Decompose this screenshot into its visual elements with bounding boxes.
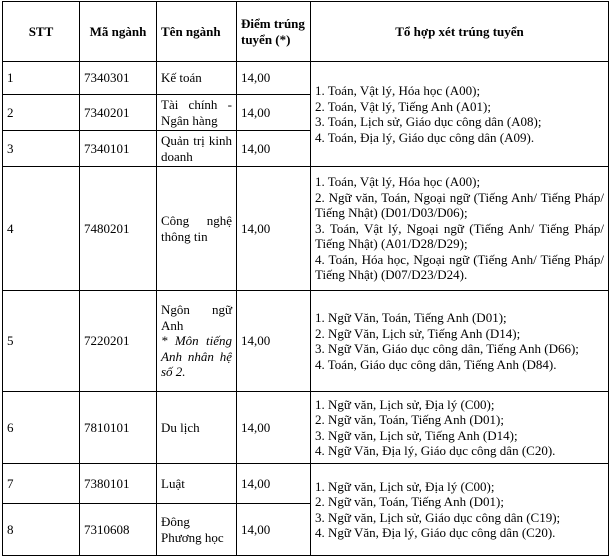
stt-cell: 4	[3, 167, 80, 291]
combo-item: 1. Ngữ Văn, Toán, Tiếng Anh (D01);	[315, 310, 507, 325]
stt-cell: 5	[3, 291, 80, 392]
stt-cell: 7	[3, 464, 80, 504]
diem-cell: 14,00	[237, 95, 311, 131]
header-row	[3, 2, 609, 62]
ten-nganh-cell: Đông Phương học	[157, 504, 237, 556]
diem-cell: 14,00	[237, 291, 311, 392]
combo-cell	[311, 392, 609, 464]
stt-cell: 6	[3, 392, 80, 464]
combo-item: 3. Ngữ văn, Lịch sử, Giáo dục công dân (C19);	[315, 509, 561, 525]
table-row	[3, 464, 609, 504]
combo-item: 4. Toán, Địa lý, Giáo dục công dân (A09).	[315, 129, 535, 145]
ma-nganh-cell: 7480201	[80, 167, 157, 291]
diem-cell: 14,00	[237, 62, 311, 95]
combo-item: 4. Toán, Giáo dục công dân, Tiếng Anh (D84).	[315, 356, 557, 372]
ten-nganh-cell: Du lịch	[157, 392, 237, 464]
combo-item: 4. Ngữ Văn, Địa lý, Giáo dục công dân (C20).	[315, 443, 556, 458]
combo-item: 1. Ngữ văn, Lịch sử, Địa lý (C00);	[315, 478, 495, 494]
admission-table	[2, 1, 609, 556]
table-row	[3, 62, 609, 95]
combo-item: 3. Ngữ văn, Lịch sử, Tiếng Anh (D14);	[315, 427, 518, 443]
combo-cell	[311, 167, 609, 291]
ten-nganh-cell: Luật	[157, 464, 237, 504]
stt-cell: 8	[3, 504, 80, 556]
diem-cell: 14,00	[237, 131, 311, 167]
header-ma-nganh: Mã ngành	[80, 2, 157, 62]
ma-nganh-cell: 7380101	[80, 464, 157, 504]
combo-item: 4. Toán, Hóa học, Ngoại ngữ (Tiếng Anh/ Tiếng Pháp/ Tiếng Nhật) (D07/D23/D24).	[315, 251, 604, 283]
combo-item: 3. Toán, Lịch sử, Giáo dục công dân (A08);	[315, 114, 542, 129]
combo-cell	[311, 62, 609, 167]
combo-item: 2. Ngữ văn, Toán, Tiếng Anh (D01);	[315, 494, 504, 509]
combo-item: 1. Toán, Vật lý, Hóa học (A00);	[315, 83, 481, 98]
stt-cell: 1	[3, 62, 80, 95]
combo-item: 2. Toán, Vật lý, Tiếng Anh (A01);	[315, 98, 491, 114]
ten-nganh-text: Ngôn ngữ Anh	[161, 302, 232, 333]
combo-item: 1. Toán, Vật lý, Hóa học (A00);	[315, 174, 481, 190]
combo-item: 3. Toán, Vật lý, Ngoại ngữ (Tiếng Anh/ Tiếng Pháp/ Tiếng Nhật) (A01/D28/D29);	[315, 220, 604, 252]
stt-cell: 2	[3, 95, 80, 131]
header-ten-nganh: Tên ngành	[157, 2, 237, 62]
ma-nganh-cell: 7810101	[80, 392, 157, 464]
combo-item: 3. Ngữ Văn, Giáo dục công dân, Tiếng Anh (D66);	[315, 341, 579, 356]
ma-nganh-cell: 7220201	[80, 291, 157, 392]
combo-item: 2. Ngữ Văn, Lịch sử, Tiếng Anh (D14);	[315, 325, 521, 341]
ma-nganh-cell: 7340201	[80, 95, 157, 131]
combo-cell	[311, 464, 609, 556]
ten-nganh-cell: Quản trị kinh doanh	[157, 131, 237, 167]
combo-item: 2. Ngữ văn, Toán, Ngoại ngữ (Tiếng Anh/ Tiếng Pháp/ Tiếng Nhật) (D01/D03/D06);	[315, 189, 604, 221]
diem-cell: 14,00	[237, 504, 311, 556]
header-diem: Điểm trúng tuyển (*)	[237, 2, 311, 62]
stt-cell: 3	[3, 131, 80, 167]
combo-item: 1. Ngữ văn, Lịch sử, Địa lý (C00);	[315, 396, 495, 412]
combo-item: 2. Ngữ văn, Toán, Tiếng Anh (D01);	[315, 412, 504, 427]
ma-nganh-cell: 7340101	[80, 131, 157, 167]
diem-cell: 14,00	[237, 392, 311, 464]
ten-nganh-cell: Tài chính - Ngân hàng	[157, 95, 237, 131]
diem-cell: 14,00	[237, 167, 311, 291]
ma-nganh-cell: 7340301	[80, 62, 157, 95]
combo-cell	[311, 291, 609, 392]
diem-cell: 14,00	[237, 464, 311, 504]
header-to-hop: Tổ hợp xét trúng tuyển	[311, 2, 609, 62]
table-row	[3, 392, 609, 464]
table-row	[3, 291, 609, 392]
ten-nganh-cell	[157, 291, 237, 392]
table-row	[3, 167, 609, 291]
ten-nganh-note: * Môn tiếng Anh nhân hệ số 2.	[161, 333, 232, 380]
ten-nganh-cell: Công nghệ thông tin	[157, 167, 237, 291]
header-stt: STT	[3, 2, 80, 62]
ma-nganh-cell: 7310608	[80, 504, 157, 556]
ten-nganh-cell: Kế toán	[157, 62, 237, 95]
combo-item: 4. Ngữ Văn, Địa lý, Giáo dục công dân (C20).	[315, 525, 556, 540]
